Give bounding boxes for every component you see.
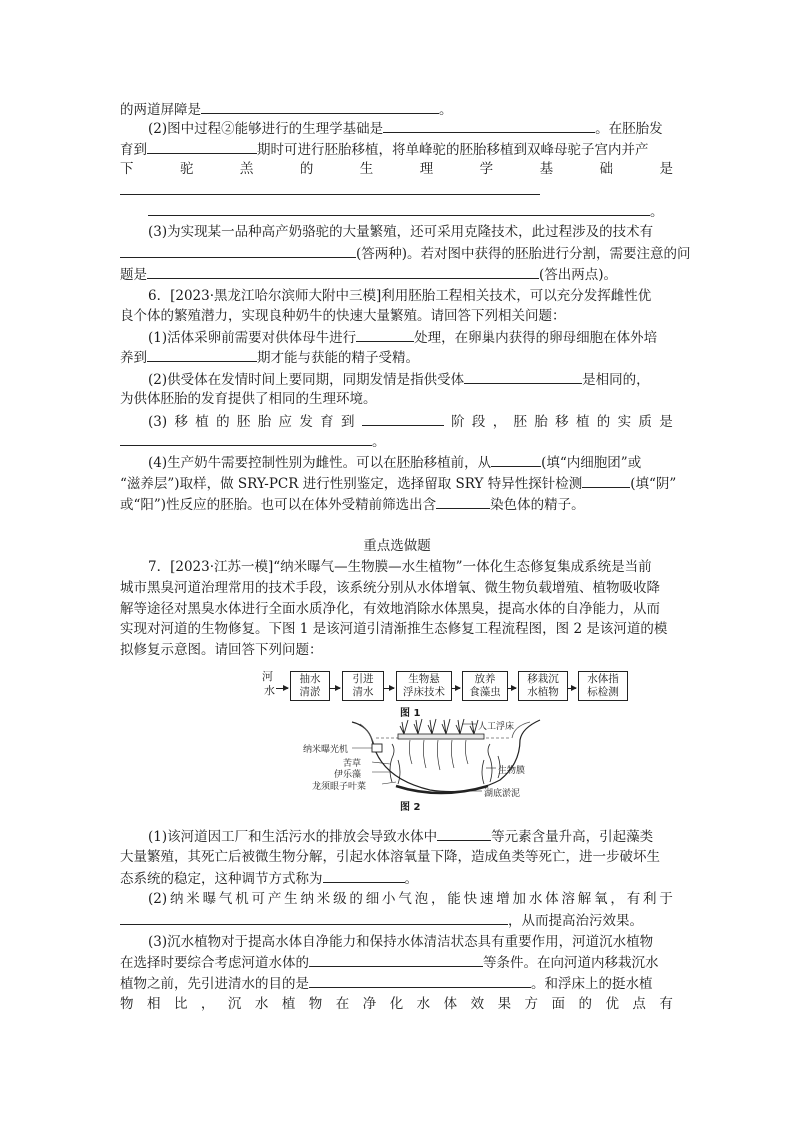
flow-arrow [452, 688, 460, 689]
word: 的 [578, 996, 592, 1012]
answer-blank[interactable] [362, 411, 444, 426]
q6-p1-line-2 [120, 347, 419, 368]
word: 加 [512, 891, 526, 907]
q6-p2-line-1 [148, 369, 650, 390]
q7-p3-line-2 [120, 952, 659, 973]
q6-heading-2 [120, 306, 566, 326]
q7-text: 。 [404, 871, 418, 887]
word: 育 [320, 414, 334, 430]
q7-text: 在选择时要综合考虑河道水体的 [120, 955, 309, 971]
q5-text: 。 [650, 204, 664, 220]
q7-p3-line-1 [148, 932, 653, 952]
section-title: 重点选做题 [363, 538, 431, 554]
word: ， [610, 891, 624, 907]
q7-text: (1)该河道因工厂和生活污水的排放会导致水体中 [148, 829, 438, 845]
word: 基 [539, 161, 554, 177]
q6-p3-line-1 [148, 411, 673, 432]
answer-blank[interactable] [147, 347, 257, 362]
answer-blank[interactable] [437, 826, 491, 841]
q5-text: (答两种)。若对图中获得的胚胎进行分割，需要注意的问 [356, 246, 691, 262]
q5-line-8 [120, 243, 691, 264]
word: 学 [479, 161, 494, 177]
word: 段 [471, 414, 486, 430]
word: 生 [359, 161, 374, 177]
flow-arrow [568, 688, 576, 689]
flow-step-text: 标检测 [587, 686, 619, 698]
word: 解 [577, 891, 592, 907]
q7-text: 实现对河道的生物修复。下图 1 是该河道引清渐推生态修复工程流程图，图 2 是该河道的模 [120, 621, 668, 637]
q6-text: 是相同的， [582, 372, 650, 388]
word: 物 [120, 996, 134, 1012]
flow-step-text: 清水 [352, 686, 374, 698]
q5-text: (3)为实现某一品种高产奶骆驼的大量繁殖，还可采用克隆技术，此过程涉及的技术有 [148, 224, 654, 240]
q5-text: 。 [439, 102, 453, 118]
word: 驼 [179, 161, 194, 177]
q5-text: 的两道屏障是 [120, 102, 201, 118]
word: 水 [416, 996, 431, 1012]
q7-p3-line-3 [120, 973, 653, 994]
q5-text: 期时可进行胚胎移植，将单峰驼的胚胎移植到双峰母驼子宫内并产 [257, 142, 649, 158]
flow-step-5 [518, 671, 568, 701]
word: 气 [398, 891, 412, 907]
q6-text: (1)活体采卵前需要对供体母牛进行 [148, 330, 357, 346]
word: 果 [497, 996, 512, 1012]
flow-arrow [330, 688, 340, 689]
q6-text: 养到 [120, 350, 147, 366]
flow-step-2 [342, 671, 384, 701]
q5-line-4 [120, 159, 673, 179]
word: 应 [278, 414, 292, 430]
answer-blank[interactable] [309, 952, 483, 967]
q7-text: 城市黑臭河道治理常用的技术手段，该系统分别从水体增氧、微生物负载增殖、植物吸收降 [120, 580, 660, 596]
flow-arrow [508, 688, 516, 689]
word: 溶 [561, 891, 575, 907]
q6-text: (填“内细胞团”或 [541, 455, 642, 471]
label-artificial-float: 人工浮床 [478, 722, 515, 732]
word: ， [492, 414, 507, 430]
flow-step-text: 移栽沉 [527, 673, 559, 685]
answer-blank[interactable] [120, 180, 540, 195]
q6-text: 染色体的精子。 [490, 497, 585, 513]
word: 是 [659, 161, 673, 177]
q7-p3-line-4 [120, 994, 673, 1014]
word: 移 [174, 414, 188, 430]
word: 米 [316, 891, 331, 907]
word: 快 [463, 891, 478, 907]
flow-step-text: 抽水 [299, 673, 321, 685]
q6-text: 良个体的繁殖潜力，实现良种奶牛的快速大量繁殖。请回答下列相关问题： [120, 308, 566, 324]
q7-p2-line-2 [120, 910, 643, 931]
q7-text: ，从而提高治污效果。 [508, 913, 643, 929]
word: 础 [599, 161, 613, 177]
word: 效 [470, 996, 485, 1012]
word: 水 [254, 996, 269, 1012]
q7-text: 7．[2023·江苏一模]“纳米曝气—生物膜—水生植物”一体化生态修复集成系统是当前 [148, 559, 652, 575]
word: 气 [218, 891, 233, 907]
flow-step-text: 浮床技术 [403, 686, 445, 698]
q5-line-1 [120, 99, 453, 120]
flow-step-1 [290, 671, 330, 701]
q7-text: 等条件。在向河道内移栽沉水 [483, 955, 659, 971]
q7-p1-line-2 [120, 847, 660, 867]
word: 发 [299, 414, 313, 430]
q7-p2-line-1 [148, 889, 673, 909]
q6-text: 期才能与获能的精子受精。 [257, 350, 419, 366]
q7-text: 。和浮床上的挺水植 [531, 976, 653, 992]
q6-text: 。 [372, 434, 386, 450]
answer-blank[interactable] [309, 973, 531, 988]
word: (2) [148, 891, 168, 907]
word: 利 [643, 891, 657, 907]
word: 机 [235, 891, 249, 907]
q6-text: 6．[2023·黑龙江哈尔滨师大附中三模]利用胚胎工程相关技术，可以充分发挥雌性优 [148, 288, 652, 304]
flow-step-text: 生物悬 [408, 673, 440, 685]
word: 生 [284, 891, 298, 907]
word: 相 [146, 996, 161, 1012]
answer-blank[interactable] [383, 118, 595, 133]
word: 纳 [300, 891, 314, 907]
word: 氧 [594, 891, 608, 907]
flow-start-line-2: 水 [264, 684, 275, 697]
label-biofilm: 生物膜 [498, 766, 526, 776]
label-lake-mud: 湖底淤泥 [484, 789, 521, 799]
flow-step-text: 水体指 [587, 673, 619, 685]
word: 植 [195, 414, 209, 430]
q7-text: 大量繁殖，其死亡后被微生物分解，引起水体溶氧量下降，造成鱼类等死亡，进一步破坏生 [120, 849, 660, 865]
q7-text: (3)沉水植物对于提高水体自净能力和保持水体清洁状态具有重要作用，河道沉水植物 [148, 934, 654, 950]
word: 速 [479, 891, 494, 907]
q6-text: “滋养层”)取样，做 SRY-PCR 进行性别鉴定，选择留取 SRY 特异性探针检测 [120, 476, 583, 492]
flow-arrow [276, 688, 288, 689]
answer-blank[interactable] [148, 201, 650, 216]
q5-line-6 [148, 201, 664, 222]
q6-p4-line-2 [120, 473, 676, 494]
q7-text: 等元素含量升高，引起藻类 [491, 829, 654, 845]
q5-line-2 [148, 118, 663, 139]
word: 体 [545, 891, 559, 907]
word: 有 [626, 891, 641, 907]
q5-text: 。在胚胎发 [595, 121, 663, 137]
word: 有 [659, 996, 673, 1012]
q6-p4-line-3 [120, 494, 585, 515]
q5-text: 题是 [120, 267, 147, 283]
word: 质 [638, 414, 652, 430]
q5-text: (2)图中过程②能够进行的生理学基础是 [148, 121, 384, 137]
word: 的 [216, 414, 230, 430]
figure-1-caption: 图 1 [400, 708, 421, 719]
word: 点 [632, 996, 646, 1012]
word: 水 [528, 891, 543, 907]
answer-blank[interactable] [464, 369, 582, 384]
answer-blank[interactable] [582, 473, 630, 488]
word: 能 [447, 891, 461, 907]
label-plant-longxu: 龙须眼子叶菜 [312, 782, 367, 792]
q6-text: 处理，在卵巢内获得的卵母细胞在体外培 [414, 330, 658, 346]
flow-step-text: 水植物 [527, 686, 559, 698]
answer-blank[interactable] [147, 139, 257, 154]
word: 体 [443, 996, 458, 1012]
word: 米 [186, 891, 200, 907]
flow-step-text: 放养 [474, 673, 496, 685]
q7-text: 解等途径对黑臭水体进行全面水质净化，有效地消除水体黑臭，提高水体的自净能力，从而 [120, 601, 660, 617]
word: 胚 [236, 414, 251, 430]
word: 方 [524, 996, 539, 1012]
word: 泡 [414, 891, 429, 907]
answer-blank[interactable] [120, 910, 508, 925]
flow-step-3 [396, 671, 452, 701]
word: 植 [281, 996, 296, 1012]
word: 增 [496, 891, 510, 907]
flow-step-text: 食藻虫 [469, 686, 501, 698]
flow-step-text: 清淤 [299, 686, 321, 698]
flow-start-label [262, 670, 275, 698]
word: 的 [299, 161, 314, 177]
word: 移 [555, 414, 569, 430]
q5-line-3 [120, 139, 649, 160]
q6-text: 或“阳”)性反应的胚胎。也可以在体外受精前筛选出含 [120, 497, 437, 513]
q7-p1-line-1 [148, 826, 653, 847]
q7-heading-2 [120, 578, 660, 598]
q6-p4-line-1 [148, 452, 641, 473]
flow-step-6 [578, 671, 628, 701]
answer-blank[interactable] [147, 264, 539, 279]
word: 胎 [257, 414, 272, 430]
word: 面 [551, 996, 565, 1012]
flow-start-line-1: 河 [262, 670, 273, 683]
word: 产 [267, 891, 282, 907]
word: 化 [389, 996, 404, 1012]
q6-p3-line-2 [120, 431, 386, 452]
word: 植 [575, 414, 590, 430]
q5-line-5 [120, 180, 540, 201]
q7-text: 态系统的稳定，这种调节方式称为 [120, 871, 323, 887]
word: 胎 [534, 414, 548, 430]
q5-text: 育到 [120, 142, 147, 158]
word: 细 [365, 891, 380, 907]
word: 羔 [239, 161, 254, 177]
answer-blank[interactable] [436, 494, 490, 509]
word: (3) [148, 414, 168, 430]
word: 理 [419, 161, 434, 177]
word: 实 [617, 414, 632, 430]
word: 于 [659, 891, 673, 907]
word: 可 [251, 891, 265, 907]
word: 下 [120, 161, 134, 177]
q5-line-9 [120, 264, 617, 285]
word: 是 [659, 414, 673, 430]
flow-step-4 [462, 671, 508, 701]
word: 阶 [451, 414, 465, 430]
flow-step-text: 引进 [352, 673, 374, 685]
q7-heading-4 [120, 619, 667, 639]
word: 到 [340, 414, 355, 430]
word: 小 [382, 891, 396, 907]
word: 纳 [169, 891, 184, 907]
word: 的 [596, 414, 611, 430]
label-plant-kucao: 苦草 [343, 759, 362, 769]
answer-blank[interactable] [491, 452, 541, 467]
q7-heading-5 [120, 640, 323, 660]
q6-p2-line-2 [120, 389, 377, 409]
word: 优 [605, 996, 619, 1012]
answer-blank[interactable] [120, 243, 356, 258]
flow-arrow [384, 688, 394, 689]
word: 曝 [202, 891, 217, 907]
answer-blank[interactable] [356, 327, 414, 342]
word: 比 [173, 996, 188, 1012]
word: ， [200, 996, 215, 1012]
answer-blank[interactable] [201, 99, 439, 114]
word: 级 [333, 891, 347, 907]
q6-p1-line-1 [148, 327, 657, 348]
label-plant-yileza: 伊乐藻 [334, 770, 362, 780]
word: ， [430, 891, 445, 907]
q6-text: (填“阴” [630, 476, 677, 492]
q6-text: (2)供受体在发情时间上要同期，同期发情是指供受体 [148, 372, 465, 388]
q7-p1-line-3 [120, 868, 418, 889]
word: 沉 [227, 996, 242, 1012]
q6-text: (4)生产奶牛需要控制性别为雌性。可以在胚胎移植前，从 [148, 455, 492, 471]
label-nano-aerator: 纳米曝光机 [303, 745, 349, 755]
answer-blank[interactable] [323, 868, 405, 883]
figure-2-caption: 图 2 [400, 802, 421, 813]
q7-text: 植物之前，先引进清水的目的是 [120, 976, 309, 992]
word: 胚 [513, 414, 527, 430]
q5-text: (答出两点)。 [539, 267, 618, 283]
word: 净 [362, 996, 377, 1012]
q7-text: 拟修复示意图。请回答下列问题： [120, 642, 323, 658]
word: 的 [349, 891, 363, 907]
word: 物 [308, 996, 323, 1012]
q6-text: 为供体胚胎的发育提供了相同的生理环境。 [120, 391, 377, 407]
word: 在 [335, 996, 350, 1012]
q6-heading-1 [148, 286, 651, 306]
answer-blank[interactable] [120, 431, 372, 446]
q5-line-7 [148, 222, 653, 242]
q7-heading-3 [120, 599, 660, 619]
q7-heading-1 [148, 557, 652, 577]
